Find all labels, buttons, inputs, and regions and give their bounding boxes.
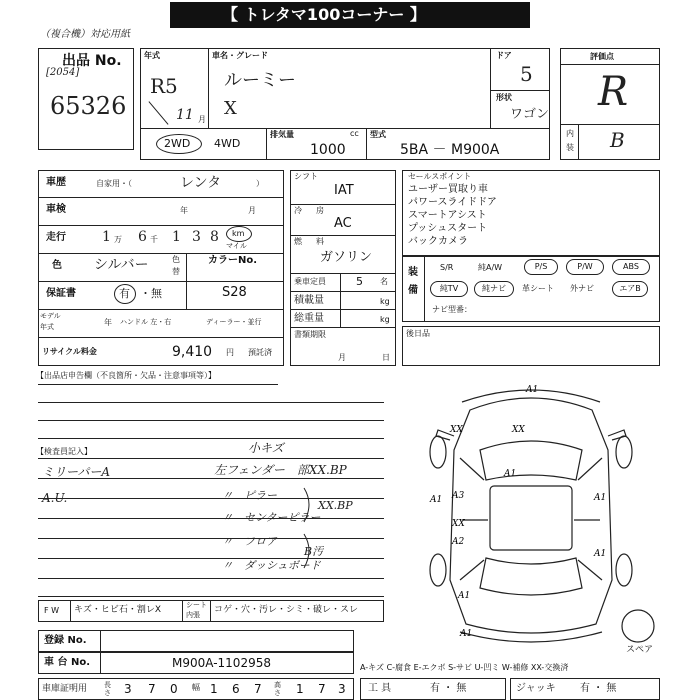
inspection-label: 車検 xyxy=(46,204,66,215)
diag-mark-1: XX xyxy=(450,425,463,435)
cert-len-0: 3 xyxy=(124,682,132,696)
diag-mark-4: XX xyxy=(452,519,465,529)
load-unit: kg xyxy=(380,297,390,306)
sales-item-1: ユーザー買取り車 xyxy=(408,184,488,195)
mileage-u2: 千 xyxy=(150,235,158,244)
grade-value: X xyxy=(224,98,237,119)
aircon-label-2: 房 xyxy=(316,206,324,215)
cert-hei-1: 7 xyxy=(318,682,326,696)
cert-wid-0: 1 xyxy=(210,682,218,696)
door-value: 5 xyxy=(520,62,533,86)
sales-item-4: プッシュスタート xyxy=(408,223,488,234)
insp-r3b: XX.BP xyxy=(318,499,353,512)
equip-r1-1: 純A/W xyxy=(478,263,503,272)
docs-day: 日 xyxy=(382,353,390,362)
registration-label: 登録 No. xyxy=(44,635,87,646)
docs-label: 書類期限 xyxy=(294,330,326,339)
spare-label: スペア xyxy=(626,645,654,655)
cert-len-label: 長さ xyxy=(104,681,111,697)
mileage-d2: 6 xyxy=(138,229,147,245)
cert-wid-1: 6 xyxy=(232,682,240,696)
fuel-label-1: 燃 xyxy=(294,237,302,246)
mileage-d3: 1 xyxy=(172,229,181,245)
fw-text: キズ・ヒビ石・割レX xyxy=(74,605,161,615)
name-label: 車名・グレード xyxy=(212,51,268,60)
warranty-label: 保証書 xyxy=(46,288,76,299)
year-label: 年式 xyxy=(144,51,160,60)
insp-r2: 〃 ピラー xyxy=(222,489,277,502)
diag-mark-3: A3 xyxy=(452,491,465,501)
cert-len-1: 7 xyxy=(148,682,156,696)
cc-unit: cc xyxy=(350,129,359,138)
model-year-dealer: ディーラー・並行 xyxy=(206,318,262,326)
load-label: 積載量 xyxy=(294,295,324,306)
capacity-value: 5 xyxy=(356,275,363,288)
year-value: R5 xyxy=(150,74,178,98)
history-close: ） xyxy=(256,179,264,188)
capacity-unit: 名 xyxy=(380,277,388,286)
equip-r1-0: S/R xyxy=(440,263,454,272)
lot-label: 出品 No. xyxy=(62,53,122,69)
fuel-value: ガソリン xyxy=(320,250,373,265)
insp-r3: 〃 センターピラー xyxy=(222,511,321,524)
equip-label-1: 装 xyxy=(408,267,418,278)
month-unit: 月 xyxy=(198,115,206,124)
insp-r5: 〃 ダッシュボード xyxy=(222,559,321,572)
month-value: 11 xyxy=(176,107,194,123)
sales-item-3: スマートアシスト xyxy=(408,210,487,221)
jack-label: ジャッキ xyxy=(516,683,556,694)
model-value: 5BA － M900A xyxy=(400,142,500,158)
fw-label: F W xyxy=(44,606,60,615)
color-value: シルバー xyxy=(94,257,149,273)
model-label: 型式 xyxy=(370,130,386,139)
diag-mark-5: A2 xyxy=(452,537,465,547)
diag-mark-11: A1 xyxy=(504,469,517,479)
interior-value: B xyxy=(610,128,625,152)
model-year-label-2: 年式 xyxy=(40,323,54,331)
interior-label-1: 内 xyxy=(566,129,574,138)
warranty-yes: 有 xyxy=(119,287,130,300)
door-label: ドア xyxy=(496,51,512,60)
insp-r5b: B汚 xyxy=(304,545,324,558)
mileage-d1: 1 xyxy=(102,229,111,245)
tools-label: 工 具 xyxy=(368,683,392,694)
cert-wid-2: 7 xyxy=(254,682,262,696)
drive-2wd: 2WD xyxy=(164,137,191,150)
cert-hei-2: 3 xyxy=(338,682,346,696)
equip-r1-2: P/S xyxy=(524,259,558,275)
shift-label: シフト xyxy=(294,172,318,181)
insp-r4: 〃 フロア xyxy=(222,535,277,548)
cc-value: 1000 xyxy=(310,142,346,158)
cc-label: 排気量 xyxy=(270,130,294,139)
car-diagram xyxy=(400,380,662,650)
equip-r2-1: 純ナビ xyxy=(474,281,514,297)
interior-label-2: 装 xyxy=(566,143,574,152)
inspection-year: 年 xyxy=(180,206,188,215)
cert-hei-0: 1 xyxy=(296,682,304,696)
fuel-label-2: 料 xyxy=(316,237,324,246)
equip-r2-0: 純TV xyxy=(430,281,468,297)
history-label: 車歴 xyxy=(46,177,66,188)
lot-number: 65326 xyxy=(50,92,127,120)
chassis-label: 車 台 No. xyxy=(44,657,91,668)
diag-mark-10: A1 xyxy=(460,629,473,639)
color-no-value: S28 xyxy=(222,285,247,300)
sales-label: セールスポイント xyxy=(408,172,472,181)
fw-seat-1: シート xyxy=(186,601,207,609)
equip-r1-3: P/W xyxy=(566,259,604,275)
mileage-u1: 万 xyxy=(114,235,122,244)
chassis-value: M900A-1102958 xyxy=(172,656,271,670)
mileage-label: 走行 xyxy=(46,232,66,243)
tools-value: 有 ・ 無 xyxy=(430,683,467,694)
shift-value: IAT xyxy=(334,183,354,198)
jack-value: 有 ・ 無 xyxy=(580,683,617,694)
history-options: 自家用・（ xyxy=(96,179,132,188)
name-value: ルーミー xyxy=(224,70,296,91)
insp-brackets xyxy=(300,484,330,574)
score-label: 評価点 xyxy=(590,52,614,61)
lot-small: [2054] xyxy=(46,67,80,78)
equip-r2-4: エアB xyxy=(612,281,648,297)
recycle-note: 預託済 xyxy=(248,348,272,357)
score-value: R xyxy=(598,69,629,115)
sales-item-2: パワースライドドア xyxy=(408,197,497,208)
equip-r2-3: 外ナビ xyxy=(570,284,594,293)
model-year-label-1: モデル xyxy=(40,312,61,320)
color-change-2: 替 xyxy=(172,267,180,276)
insp-left-2: A.U. xyxy=(42,491,68,505)
capacity-label: 乗車定員 xyxy=(294,277,326,286)
fw-seat-2: 内張 xyxy=(186,611,200,619)
color-change-1: 色 xyxy=(172,255,180,264)
mileage-d5: 8 xyxy=(210,229,219,245)
model-year-handle: ハンドル 左・右 xyxy=(120,318,172,326)
inspection-month: 月 xyxy=(248,206,256,215)
cert-hei-label: 高さ xyxy=(274,681,281,697)
docs-month: 月 xyxy=(338,353,346,362)
color-no-label: カラーNo. xyxy=(208,255,258,266)
shape-label: 形状 xyxy=(496,93,512,102)
cert-len-2: 0 xyxy=(170,682,178,696)
warranty-no: ・無 xyxy=(140,287,162,300)
aircon-value: AC xyxy=(334,216,352,231)
header-subtitle: （複合機）対応用紙 xyxy=(40,29,130,40)
equip-navi: ナビ型番： xyxy=(432,305,472,314)
fw-text2: コゲ・穴・汚レ・シミ・破レ・スレ xyxy=(214,605,359,615)
history-value: レンタ xyxy=(180,175,222,191)
diag-mark-8: A1 xyxy=(430,495,443,505)
cert-wid-label: 幅 xyxy=(192,683,200,692)
later-box xyxy=(402,326,660,366)
recycle-value: 9,410 xyxy=(172,344,213,360)
mileage-mile: マイル xyxy=(226,242,247,250)
diag-mark-6: A1 xyxy=(594,493,607,503)
seller-note-label: 【出品店申告欄（不良箇所・欠品・注意事項等）】 xyxy=(36,371,216,380)
diag-mark-0: A1 xyxy=(526,385,539,395)
color-label: 色 xyxy=(52,260,62,271)
diag-mark-9: A1 xyxy=(458,591,471,601)
recycle-label: リサイクル料金 xyxy=(42,347,97,356)
header-title: 【 トレタマ100コーナー 】 xyxy=(222,5,426,24)
equip-r1-4: ABS xyxy=(612,259,650,275)
recycle-unit: 円 xyxy=(226,348,234,357)
drive-4wd: 4WD xyxy=(214,137,241,150)
insp-r1: 左フェンダー 部XX.BP xyxy=(214,463,347,477)
mileage-km: km xyxy=(232,229,245,238)
insp-title: 小キズ xyxy=(248,441,284,455)
insp-left-1: ミリーパーA xyxy=(42,465,111,479)
legend: A-キズ C-腐食 E-エクボ S-サビ U-凹ミ W-補修 XX-交換済 xyxy=(360,663,569,672)
aircon-label-1: 冷 xyxy=(294,206,302,215)
diag-mark-7: A1 xyxy=(594,549,607,559)
later-label: 後日品 xyxy=(406,329,430,338)
mileage-d4: 3 xyxy=(192,229,201,245)
shape-value: ワゴン xyxy=(510,107,550,122)
equip-r2-2: 革シート xyxy=(522,284,554,293)
diag-mark-2: XX xyxy=(512,425,525,435)
equip-label-2: 備 xyxy=(408,285,418,296)
weight-label: 総重量 xyxy=(294,313,324,324)
weight-unit: kg xyxy=(380,315,390,324)
model-year-year: 年 xyxy=(104,318,112,327)
sales-item-5: バックカメラ xyxy=(408,236,468,247)
inspector-label: 【検査員記入】 xyxy=(36,447,92,456)
cert-label: 車庫証明用 xyxy=(42,684,88,694)
